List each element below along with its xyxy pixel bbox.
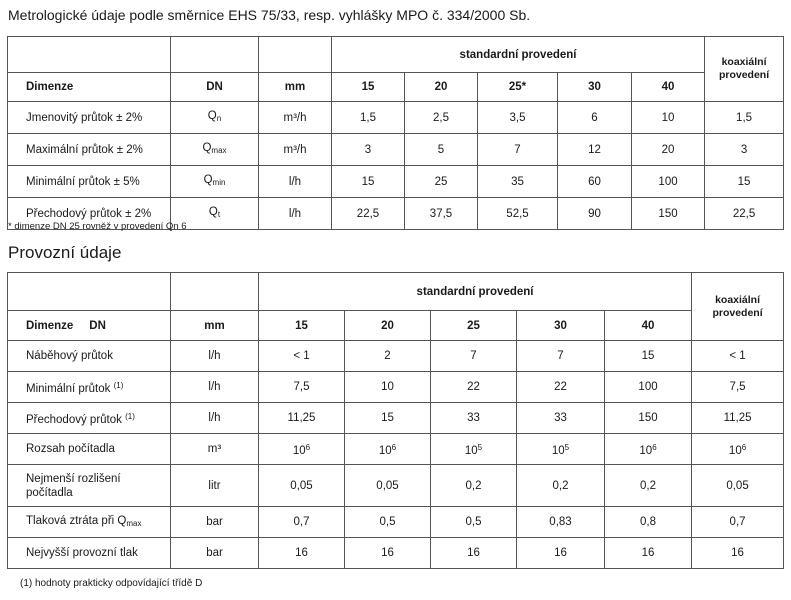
row-label: [8, 372, 171, 403]
value-cell: 10: [632, 102, 705, 134]
power-exponent: 5: [564, 442, 570, 452]
row-label-text: Rozsah počítadla: [26, 443, 115, 455]
value-cell: 150: [605, 403, 692, 434]
value-cell: 22: [517, 372, 605, 403]
table1-footnote: * dimenze DN 25 rovněž v provedení Qn 6: [8, 221, 187, 232]
table-row: [8, 465, 784, 507]
unit-cell: m³: [171, 434, 259, 465]
power-exponent: 6: [305, 442, 311, 452]
value-cell: 20: [632, 134, 705, 166]
table-row: [8, 341, 784, 372]
symbol-cell: [171, 166, 259, 198]
value-cell: 0,7: [259, 507, 345, 538]
value-cell: 25: [405, 166, 478, 198]
tolerance: ± 5%: [113, 175, 140, 188]
table-row: [8, 434, 784, 465]
unit-cell: l/h: [171, 341, 259, 372]
column-header: mm: [171, 311, 259, 341]
column-header: Dimenze DN: [8, 311, 171, 341]
value-cell: [605, 434, 692, 465]
table-cell: [171, 273, 259, 311]
value-cell: 11,25: [259, 403, 345, 434]
value-cell: 15: [345, 403, 431, 434]
value-cell: 15: [605, 341, 692, 372]
value-cell: 7,5: [692, 372, 784, 403]
column-header: Dimenze: [8, 73, 171, 102]
group-header: standardní provedení: [259, 273, 692, 311]
value-cell: 22: [431, 372, 517, 403]
value-cell: 15: [705, 166, 784, 198]
unit-cell: l/h: [259, 166, 332, 198]
row-label-text: Minimální průtok: [26, 382, 111, 395]
column-header: mm: [259, 73, 332, 102]
unit-cell: bar: [171, 507, 259, 538]
column-header: 15: [332, 73, 405, 102]
power-base: 10: [728, 444, 742, 457]
table2-footnote: (1) hodnoty prakticky odpovídající třídě D: [20, 578, 203, 589]
tolerance: ± 2%: [116, 111, 143, 124]
value-cell: 3: [705, 134, 784, 166]
value-cell: [345, 434, 431, 465]
power-base: 10: [551, 444, 565, 457]
value-cell: 12: [558, 134, 632, 166]
row-label-text: Tlaková ztráta při Q: [26, 514, 127, 527]
row-label-text: Maximální průtok: [26, 143, 114, 156]
power-exponent: 6: [741, 442, 747, 452]
value-cell: 0,05: [345, 465, 431, 507]
table-row: [8, 372, 784, 403]
power-exponent: 5: [477, 442, 483, 452]
value-cell: 16: [517, 538, 605, 569]
value-cell: 7: [517, 341, 605, 372]
table-cell: [171, 37, 259, 73]
value-cell: 6: [558, 102, 632, 134]
column-header: 15: [259, 311, 345, 341]
column-header: 40: [605, 311, 692, 341]
column-header: 20: [405, 73, 478, 102]
symbol: Q: [208, 206, 218, 218]
value-cell: 5: [405, 134, 478, 166]
value-cell: [431, 434, 517, 465]
header-row: [8, 73, 784, 102]
row-label: [8, 102, 171, 134]
metrology-table: [7, 36, 784, 230]
row-label-text: Nejmenší rozlišení počítadla: [26, 472, 121, 499]
value-cell: 15: [332, 166, 405, 198]
unit-cell: m³/h: [259, 134, 332, 166]
value-cell: 7,5: [259, 372, 345, 403]
row-label: [8, 134, 171, 166]
footnote-mark: (1): [113, 380, 124, 390]
value-cell: 0,2: [431, 465, 517, 507]
symbol: Q: [202, 142, 212, 154]
power-base: 10: [464, 444, 478, 457]
table-row: [8, 102, 784, 134]
value-cell: < 1: [692, 341, 784, 372]
header-row: [8, 311, 784, 341]
power-base: 10: [292, 444, 306, 457]
row-label-text: Minimální průtok: [26, 175, 111, 188]
value-cell: 10: [345, 372, 431, 403]
column-header: 25: [431, 311, 517, 341]
symbol: Q: [203, 174, 213, 186]
table-cell: [8, 37, 171, 73]
value-cell: 0,7: [692, 507, 784, 538]
column-header: 20: [345, 311, 431, 341]
operating-table: [7, 272, 784, 569]
value-cell: 16: [431, 538, 517, 569]
row-label: [8, 166, 171, 198]
value-cell: 0,83: [517, 507, 605, 538]
value-cell: 16: [605, 538, 692, 569]
power-base: 10: [378, 444, 392, 457]
value-cell: 90: [558, 198, 632, 230]
symbol-subscript: min: [212, 178, 226, 187]
label-subscript: max: [126, 518, 142, 528]
value-cell: 1,5: [705, 102, 784, 134]
group-header-row: [8, 37, 784, 73]
unit-cell: bar: [171, 538, 259, 569]
operating-title: Provozní údaje: [8, 243, 122, 262]
value-cell: 7: [431, 341, 517, 372]
unit-cell: m³/h: [259, 102, 332, 134]
row-label: [8, 434, 171, 465]
unit-cell: l/h: [171, 403, 259, 434]
value-cell: 60: [558, 166, 632, 198]
value-cell: [692, 434, 784, 465]
symbol-cell: [171, 102, 259, 134]
koax-header: koaxiální provedení: [692, 273, 784, 341]
koax-header: koaxiální provedení: [705, 37, 784, 102]
value-cell: 100: [632, 166, 705, 198]
value-cell: 0,05: [259, 465, 345, 507]
value-cell: 150: [632, 198, 705, 230]
row-label-text: Náběhový průtok: [26, 350, 113, 362]
row-label-text: Jmenovitý průtok: [26, 111, 113, 124]
value-cell: 3,5: [478, 102, 558, 134]
symbol-subscript: n: [216, 114, 222, 123]
value-cell: 33: [431, 403, 517, 434]
value-cell: 16: [259, 538, 345, 569]
value-cell: 0,5: [431, 507, 517, 538]
value-cell: 52,5: [478, 198, 558, 230]
row-label: [8, 403, 171, 434]
column-header: 30: [558, 73, 632, 102]
metrology-title: Metrologické údaje podle směrnice EHS 75/33, resp. vyhlášky MPO č. 334/2000 Sb.: [8, 7, 531, 23]
table-row: [8, 507, 784, 538]
symbol-subscript: t: [217, 210, 221, 219]
table-row: [8, 403, 784, 434]
row-label: [8, 538, 171, 569]
value-cell: 0,05: [692, 465, 784, 507]
value-cell: 22,5: [332, 198, 405, 230]
value-cell: 0,5: [345, 507, 431, 538]
unit-cell: l/h: [259, 198, 332, 230]
group-header: standardní provedení: [332, 37, 705, 73]
value-cell: 37,5: [405, 198, 478, 230]
table-row: [8, 538, 784, 569]
value-cell: 1,5: [332, 102, 405, 134]
table-row: [8, 134, 784, 166]
table-cell: [8, 273, 171, 311]
value-cell: 2: [345, 341, 431, 372]
table-cell: [259, 37, 332, 73]
value-cell: 0,2: [605, 465, 692, 507]
value-cell: 11,25: [692, 403, 784, 434]
group-header-row: [8, 273, 784, 311]
footnote-mark: (1): [125, 411, 135, 421]
value-cell: 0,2: [517, 465, 605, 507]
value-cell: [517, 434, 605, 465]
tolerance: ± 2%: [125, 207, 152, 220]
row-label-text: Přechodový průtok: [26, 413, 122, 426]
symbol-cell: [171, 134, 259, 166]
value-cell: 7: [478, 134, 558, 166]
value-cell: 2,5: [405, 102, 478, 134]
value-cell: 3: [332, 134, 405, 166]
power-base: 10: [639, 444, 653, 457]
table-row: [8, 166, 784, 198]
unit-cell: l/h: [171, 372, 259, 403]
value-cell: < 1: [259, 341, 345, 372]
value-cell: 16: [692, 538, 784, 569]
row-label: [8, 341, 171, 372]
symbol: Q: [207, 110, 217, 122]
power-exponent: 6: [391, 442, 397, 452]
unit-cell: litr: [171, 465, 259, 507]
tolerance: ± 2%: [116, 143, 143, 156]
value-cell: 16: [345, 538, 431, 569]
power-exponent: 6: [652, 442, 657, 452]
value-cell: [259, 434, 345, 465]
value-cell: 100: [605, 372, 692, 403]
row-label-text: Přechodový průtok: [26, 207, 122, 220]
row-label: [8, 465, 171, 507]
row-label-text: Nejvyšší provozní tlak: [26, 547, 138, 559]
value-cell: 33: [517, 403, 605, 434]
column-header: 25*: [478, 73, 558, 102]
row-label: [8, 507, 171, 538]
value-cell: 0,8: [605, 507, 692, 538]
symbol-subscript: max: [211, 146, 227, 155]
value-cell: 22,5: [705, 198, 784, 230]
column-header: 30: [517, 311, 605, 341]
column-header: 40: [632, 73, 705, 102]
column-header: DN: [171, 73, 259, 102]
value-cell: 35: [478, 166, 558, 198]
